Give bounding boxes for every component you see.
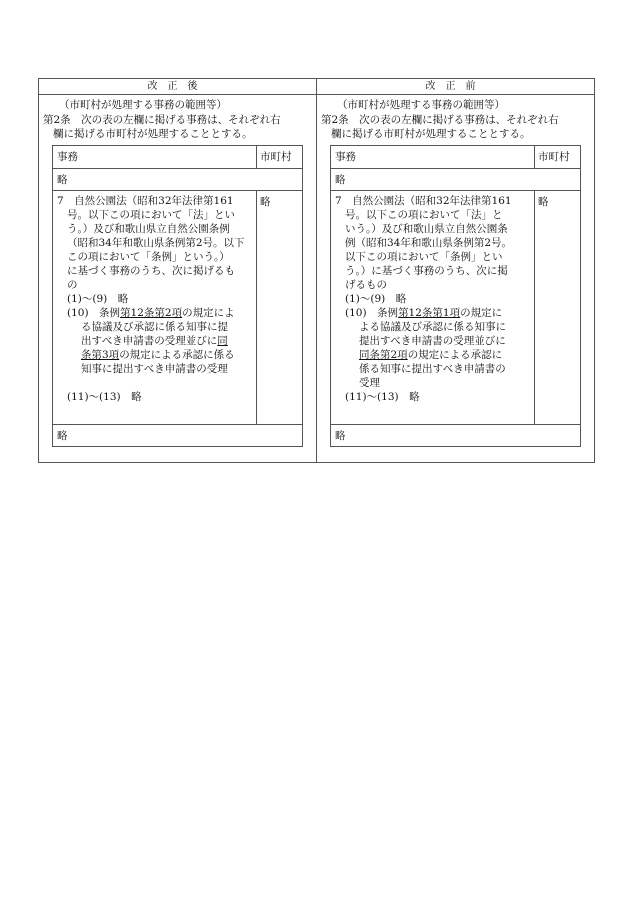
table-row-item7 — [53, 191, 302, 425]
table-row — [53, 425, 302, 446]
article-text — [43, 113, 313, 141]
table-row-item7 — [331, 191, 580, 425]
cell-ryaku: 略 — [260, 196, 271, 208]
text-span: の規定に — [460, 307, 503, 319]
item7-line: 例（昭和34年和歌山県条例第2号。 — [345, 237, 513, 249]
subitem-10-line: 知事に提出すべき申請書の受理 — [81, 363, 228, 375]
subitem-11-13: (11)～(13) 略 — [345, 391, 420, 403]
item7-line: 7 自然公園法（昭和32年法律第161 — [335, 195, 512, 207]
inner-table — [52, 145, 303, 447]
table-row — [331, 425, 580, 446]
article-line-1: 第2条 次の表の左欄に掲げる事務は、それぞれ右 — [321, 114, 559, 126]
header-jimu: 事務 — [335, 151, 356, 163]
item7-line: この項において「条例」という。） — [67, 251, 230, 263]
header-shichoson: 市町村 — [260, 151, 292, 163]
column-divider — [256, 191, 257, 424]
item7-line: げるもの — [345, 279, 387, 291]
amended-text: 条第3項 — [81, 349, 120, 361]
header-shichoson: 市町村 — [538, 151, 570, 163]
item7-content — [57, 194, 253, 404]
text-span: の規定によ — [182, 307, 235, 319]
row-ryaku: 略 — [57, 174, 68, 186]
table-header-row — [331, 146, 580, 169]
after-revision-column — [39, 79, 317, 462]
text-span: (10) 条例 — [345, 307, 399, 319]
item7-line: の — [67, 279, 78, 291]
subitem-10-line: 提出すべき申請書の受理並びに — [359, 335, 506, 347]
item7-line: いう。）及び和歌山県立自然公園条 — [345, 223, 508, 235]
amended-text: 同条第2項 — [359, 349, 408, 361]
after-revision-header: 改正後 — [39, 79, 316, 95]
inner-table — [330, 145, 581, 447]
header-jimu: 事務 — [57, 151, 78, 163]
text-span: の規定による承認に — [407, 349, 503, 361]
item7-line: 号。以下この項において「法」と — [345, 209, 503, 221]
article-line-2: 欄に掲げる市町村が処理することとする。 — [331, 128, 531, 140]
subitem-10-line: 係る知事に提出すべき申請書の — [359, 363, 506, 375]
row-ryaku: 略 — [335, 430, 346, 442]
item7-content — [335, 194, 531, 404]
text-span: の規定による承認に係る — [119, 349, 235, 361]
item7-line: う。）及び和歌山県立自然公園条例 — [67, 223, 230, 235]
table-row — [53, 169, 302, 191]
subitem-10-line — [335, 348, 531, 362]
cell-ryaku: 略 — [538, 196, 549, 208]
amended-text: 第12条第1項 — [398, 307, 461, 319]
amended-text: 同 — [217, 335, 228, 347]
row-ryaku: 略 — [335, 174, 346, 186]
subitem-10-line — [57, 334, 253, 348]
item7-line: 号。以下この項において「法」とい — [67, 209, 235, 221]
item7-line: （昭和34年和歌山県条例第2号。以下 — [67, 237, 245, 249]
subitem-1-9: (1)～(9) 略 — [345, 293, 407, 305]
item7-line: 7 自然公園法（昭和32年法律第161 — [57, 195, 234, 207]
comparison-table — [38, 78, 595, 463]
spacer — [57, 376, 253, 390]
subitem-10-line — [57, 348, 253, 362]
subitem-10-line: 受理 — [359, 377, 380, 389]
before-revision-header: 改正前 — [317, 79, 594, 95]
text-span: 出すべき申請書の受理並びに — [81, 335, 218, 347]
article-caption: （市町村が処理する事務の範囲等） — [59, 99, 227, 111]
article-caption: （市町村が処理する事務の範囲等） — [337, 99, 505, 111]
subitem-1-9: (1)～(9) 略 — [67, 293, 129, 305]
article-text — [321, 113, 591, 141]
text-span: (10) 条例 — [67, 307, 121, 319]
item7-line: う。）に基づく事務のうち、次に掲 — [345, 265, 508, 277]
item7-line: 以下この項において「条例」とい — [345, 251, 503, 263]
article-line-2: 欄に掲げる市町村が処理することとする。 — [53, 128, 253, 140]
column-divider — [256, 146, 257, 168]
subitem-10-line: る協議及び承認に係る知事に提 — [81, 321, 228, 333]
column-divider — [534, 146, 535, 168]
item7-line: に基づく事務のうち、次に掲げるも — [67, 265, 235, 277]
subitem-11-13: (11)～(13) 略 — [67, 391, 142, 403]
amended-text: 第12条第2項 — [120, 307, 183, 319]
table-header-row — [53, 146, 302, 169]
row-ryaku: 略 — [57, 430, 68, 442]
before-revision-column — [317, 79, 594, 462]
subitem-10-line: よる協議及び承認に係る知事に — [359, 321, 506, 333]
subitem-10-line — [335, 306, 531, 320]
subitem-10-line — [57, 306, 253, 320]
table-row — [331, 169, 580, 191]
article-line-1: 第2条 次の表の左欄に掲げる事務は、それぞれ右 — [43, 114, 281, 126]
column-divider — [534, 191, 535, 424]
